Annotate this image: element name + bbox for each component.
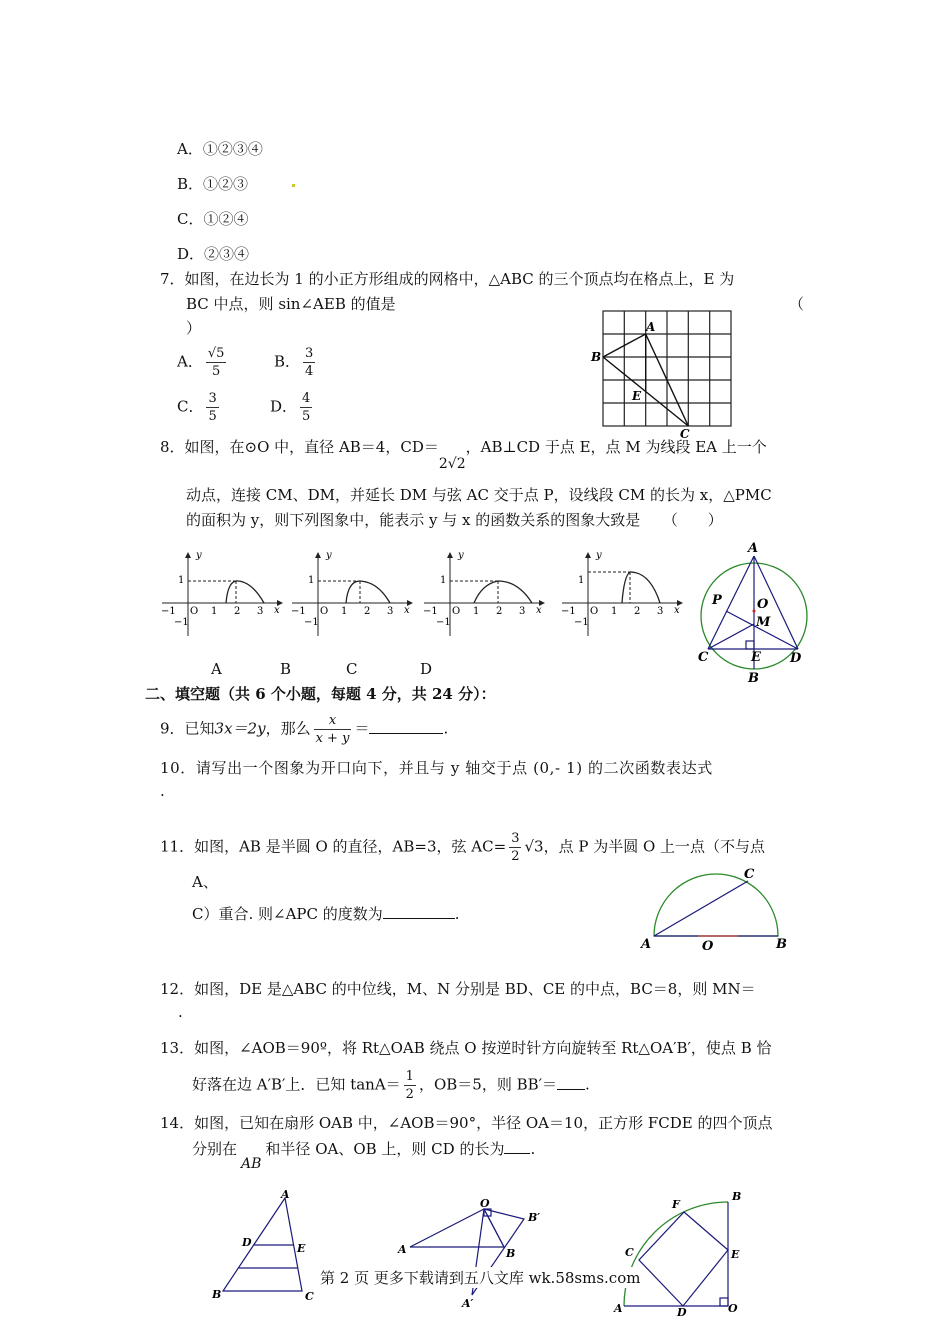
- q8-c-x3: 3: [519, 606, 526, 617]
- q8-b-xneg: −1: [291, 606, 306, 617]
- q13-fig-aprime: A′: [462, 1297, 474, 1310]
- q11-line3-b: .: [454, 905, 460, 923]
- q11-line1-c: ，点 P 为半圆 O 上一点（不与点: [543, 837, 766, 856]
- q7-label-a: A: [646, 320, 656, 334]
- q8-line2: 动点，连接 CM、DM，并延长 DM 与弦 AC 交于点 P，设线段 CM 的长为 x，△PMC: [186, 486, 772, 504]
- q7-label-b: B: [591, 350, 602, 364]
- q14-fig-c: C: [625, 1246, 634, 1259]
- q7-label-e: E: [632, 389, 642, 403]
- q7-option-a-label: A．: [177, 352, 203, 371]
- q7-option-c-den: 5: [208, 409, 217, 424]
- q14-answer-blank[interactable]: [504, 1139, 530, 1154]
- q7-line2: BC 中点，则 sin∠AEB 的值是: [186, 295, 396, 313]
- q14-fig-b: B: [732, 1190, 742, 1203]
- q7-line1: 7．如图，在边长为 1 的小正方形组成的网格中，△ABC 的三个顶点均在格点上，E 为: [160, 270, 735, 288]
- q8-d-one: 1: [578, 575, 585, 586]
- q9-end: .: [443, 719, 449, 738]
- q11-ab-value: 3: [426, 837, 437, 856]
- q10-line2: .: [160, 782, 165, 800]
- q7-option-c-num: 3: [208, 391, 217, 406]
- q11-semicircle-figure: [638, 864, 798, 954]
- q8-fig-b: B: [748, 671, 759, 686]
- q13-line2-b: ，OB＝5，则 BB′＝: [418, 1075, 558, 1094]
- q8-d-origin: O: [590, 606, 599, 617]
- q11-fig-b: B: [776, 937, 787, 952]
- q9-answer-blank[interactable]: [369, 719, 443, 734]
- q8-line1: [160, 436, 767, 472]
- q8-d-x3: 3: [657, 606, 664, 617]
- q8-c-xlabel: x: [536, 605, 542, 616]
- q7-label-c: C: [680, 427, 690, 441]
- q8-a-xneg: −1: [161, 606, 176, 617]
- q11-line3: [192, 903, 460, 924]
- section2-title: 二、填空题（共 6 个小题，每题 4 分，共 24 分）：: [145, 685, 496, 703]
- page-footer: 第 2 页 更多下载请到五八文库 wk.58sms.com: [320, 1269, 641, 1287]
- q8-cd-value: 2√2: [438, 456, 466, 472]
- q12-fig-c: C: [305, 1290, 314, 1303]
- q12-fig-d: D: [242, 1236, 252, 1249]
- q8-graph-label-a: A: [211, 660, 222, 678]
- q12-triangle-figure: [205, 1188, 325, 1308]
- q8-graph-c: [423, 550, 544, 636]
- q11-ac-root: √3: [524, 837, 544, 856]
- q8-a-y: y: [196, 550, 202, 561]
- q14-fig-e: E: [731, 1248, 740, 1261]
- q8-fig-d: D: [790, 651, 802, 666]
- q14-line2-a: 分别在: [192, 1140, 238, 1158]
- q9-suffix: ＝: [354, 719, 370, 738]
- q8-c-origin: O: [452, 606, 461, 617]
- q8-fig-p: P: [712, 593, 722, 608]
- q7-option-d-num: 4: [302, 391, 311, 406]
- q6-option-a: A．①②③④: [177, 140, 263, 158]
- q8-a-origin: O: [190, 606, 199, 617]
- q8-a-x3: 3: [257, 606, 264, 617]
- q8-fig-e: E: [751, 650, 761, 665]
- q8-b-x2: 2: [364, 606, 371, 617]
- q8-fig-a: A: [748, 541, 759, 556]
- q7-option-a: [177, 345, 229, 380]
- q11-line3-a: C）重合. 则∠APC 的度数为: [192, 905, 383, 923]
- q12-fig-b: B: [212, 1288, 222, 1301]
- q12-fig-e: E: [297, 1242, 306, 1255]
- q13-line2-c: .: [585, 1075, 590, 1094]
- q13-line2-a: 好落在边 A′B′上．已知 tanA＝: [192, 1075, 401, 1094]
- q8-line3: 的面积为 y，则下列图象中，能表示 y 与 x 的函数关系的图象大致是 （ ）: [186, 511, 723, 529]
- q8-graphs: [160, 548, 700, 643]
- q8-graph-d: [561, 550, 682, 636]
- q8-a-xlabel: x: [274, 605, 280, 616]
- q14-line2-c: .: [530, 1140, 536, 1158]
- q13-line1: 13．如图，∠AOB＝90º，将 Rt△OAB 绕点 O 按逆时针方向旋转至 Rt△OA′B′，使点 B 恰: [160, 1039, 772, 1057]
- q13-fig-bprime: B′: [528, 1211, 541, 1224]
- q8-a-one: 1: [178, 575, 185, 586]
- q8-fig-o: O: [757, 597, 769, 612]
- q7-option-a-num: √5: [207, 346, 225, 361]
- q11-arc: [654, 874, 778, 936]
- q8-b-y: y: [326, 550, 332, 561]
- q11-answer-blank[interactable]: [383, 904, 455, 919]
- q8-d-xlabel: x: [674, 605, 680, 616]
- q8-c-x1: 1: [473, 606, 480, 617]
- q11-line1: [160, 830, 765, 865]
- q11-ac-den: 2: [511, 849, 520, 864]
- q8-graph-label-d: D: [420, 660, 433, 678]
- q13-tan-num: 1: [405, 1069, 414, 1084]
- q8-fig-c: C: [698, 650, 709, 665]
- q9-mid: ，那么: [265, 719, 311, 738]
- q14-arc: [624, 1202, 728, 1306]
- q8-b-origin: O: [320, 606, 329, 617]
- q14-fig-f: F: [672, 1198, 680, 1211]
- q7-grid-figure: [588, 306, 738, 441]
- q12-line1: 12．如图，DE 是△ABC 的中位线，M、N 分别是 BD、CE 的中点，BC＝8，则 MN＝: [160, 980, 756, 998]
- q14-fig-o: O: [728, 1302, 738, 1315]
- q8-d-x1: 1: [611, 606, 618, 617]
- q12-line2: .: [178, 1003, 183, 1021]
- q14-line2-b: 和半径 OA、OB 上，则 CD 的长为: [265, 1140, 505, 1158]
- decorative-dot: [292, 184, 295, 187]
- q8-graph-a: [161, 550, 282, 636]
- q7-option-b-num: 3: [305, 346, 314, 361]
- q14-line1: 14．如图，已知在扇形 OAB 中，∠AOB＝90°，半径 OA＝10，正方形 FCDE 的四个顶点: [160, 1114, 773, 1132]
- q9-num: x: [314, 712, 352, 730]
- q8-a-x1: 1: [211, 606, 218, 617]
- q6-option-d: D．②③④: [177, 245, 250, 263]
- q14-arc-ab: AB: [241, 1156, 262, 1172]
- q8-b-xlabel: x: [404, 605, 410, 616]
- q8-circle-figure: [690, 536, 820, 686]
- q7-option-d-den: 5: [302, 409, 311, 424]
- q8-d-neg-one: −1: [574, 617, 589, 628]
- q11-line1-b: ，弦 AC=: [436, 837, 507, 856]
- q8-c-x2: 2: [496, 606, 503, 617]
- q7-paren-open: （: [789, 295, 805, 313]
- q8-fig-m: M: [756, 615, 771, 630]
- q8-c-xneg: −1: [423, 606, 438, 617]
- q8-d-y: y: [596, 550, 602, 561]
- q8-d-xneg: −1: [561, 606, 576, 617]
- q7-option-d: [270, 390, 315, 425]
- q14-fig-d: D: [677, 1306, 687, 1316]
- q14-fig-a: A: [614, 1302, 623, 1315]
- q13-answer-blank[interactable]: [557, 1075, 585, 1090]
- q13-line2: [192, 1068, 590, 1103]
- q8-a-x2: 2: [234, 606, 241, 617]
- q8-line1-b: ，AB⊥CD 于点 E，点 M 为线段 EA 上一个: [465, 438, 767, 456]
- q11-line2: A、: [192, 873, 218, 891]
- q8-a-neg-one: −1: [174, 617, 189, 628]
- q13-fig-b: B: [506, 1247, 516, 1260]
- q9-expr: 3x＝2y: [214, 719, 266, 738]
- q9-den: x + y: [315, 731, 350, 746]
- q7-option-c: [177, 390, 222, 425]
- q7-option-b: [274, 345, 318, 380]
- q7-paren-close: ）: [186, 319, 202, 337]
- q8-c-neg-one: −1: [436, 617, 451, 628]
- q8-graph-label-b: B: [280, 660, 292, 678]
- q8-b-x1: 1: [341, 606, 348, 617]
- q11-ac-num: 3: [511, 831, 520, 846]
- q11-fig-c: C: [744, 867, 755, 882]
- q8-d-x2: 2: [634, 606, 641, 617]
- q8-line1-a: 8．如图，在⊙O 中，直径 AB＝4，CD＝: [160, 438, 439, 456]
- q8-c-y: y: [458, 550, 464, 561]
- q13-fig-o: O: [480, 1197, 490, 1210]
- q8-center-dot: [753, 610, 756, 613]
- q13-tan-den: 2: [405, 1087, 414, 1102]
- q8-graph-label-c: C: [346, 660, 358, 678]
- q7-option-c-label: C．: [177, 397, 204, 416]
- q6-option-c: C．①②④: [177, 210, 249, 228]
- q11-fig-a: A: [641, 937, 652, 952]
- q9-line: [160, 712, 448, 747]
- q13-fig-a: A: [398, 1243, 407, 1256]
- q8-b-one: 1: [308, 575, 315, 586]
- q8-b-neg-one: −1: [304, 617, 319, 628]
- q8-b-x3: 3: [387, 606, 394, 617]
- q13-rotation-figure: [392, 1195, 552, 1315]
- q10-line1: 10．请写出一个图象为开口向下，并且与 y 轴交于点 (0,- 1) 的二次函数表达式: [160, 759, 713, 777]
- q7-option-a-den: 5: [211, 364, 221, 379]
- q9-prefix: 9．已知: [160, 719, 215, 738]
- q14-sector-figure: [610, 1188, 750, 1316]
- q14-line2: [192, 1138, 536, 1172]
- q8-c-one: 1: [440, 575, 447, 586]
- q7-option-d-label: D．: [270, 397, 298, 416]
- q8-graph-b: [291, 550, 412, 636]
- q7-option-b-den: 4: [305, 364, 314, 379]
- q11-fig-o: O: [702, 939, 714, 954]
- q6-option-b: B．①②③: [177, 175, 249, 193]
- q7-option-b-label: B．: [274, 352, 301, 371]
- q11-line1-a: 11．如图，AB 是半圆 O 的直径，AB=: [160, 837, 427, 856]
- q12-fig-a: A: [281, 1188, 290, 1201]
